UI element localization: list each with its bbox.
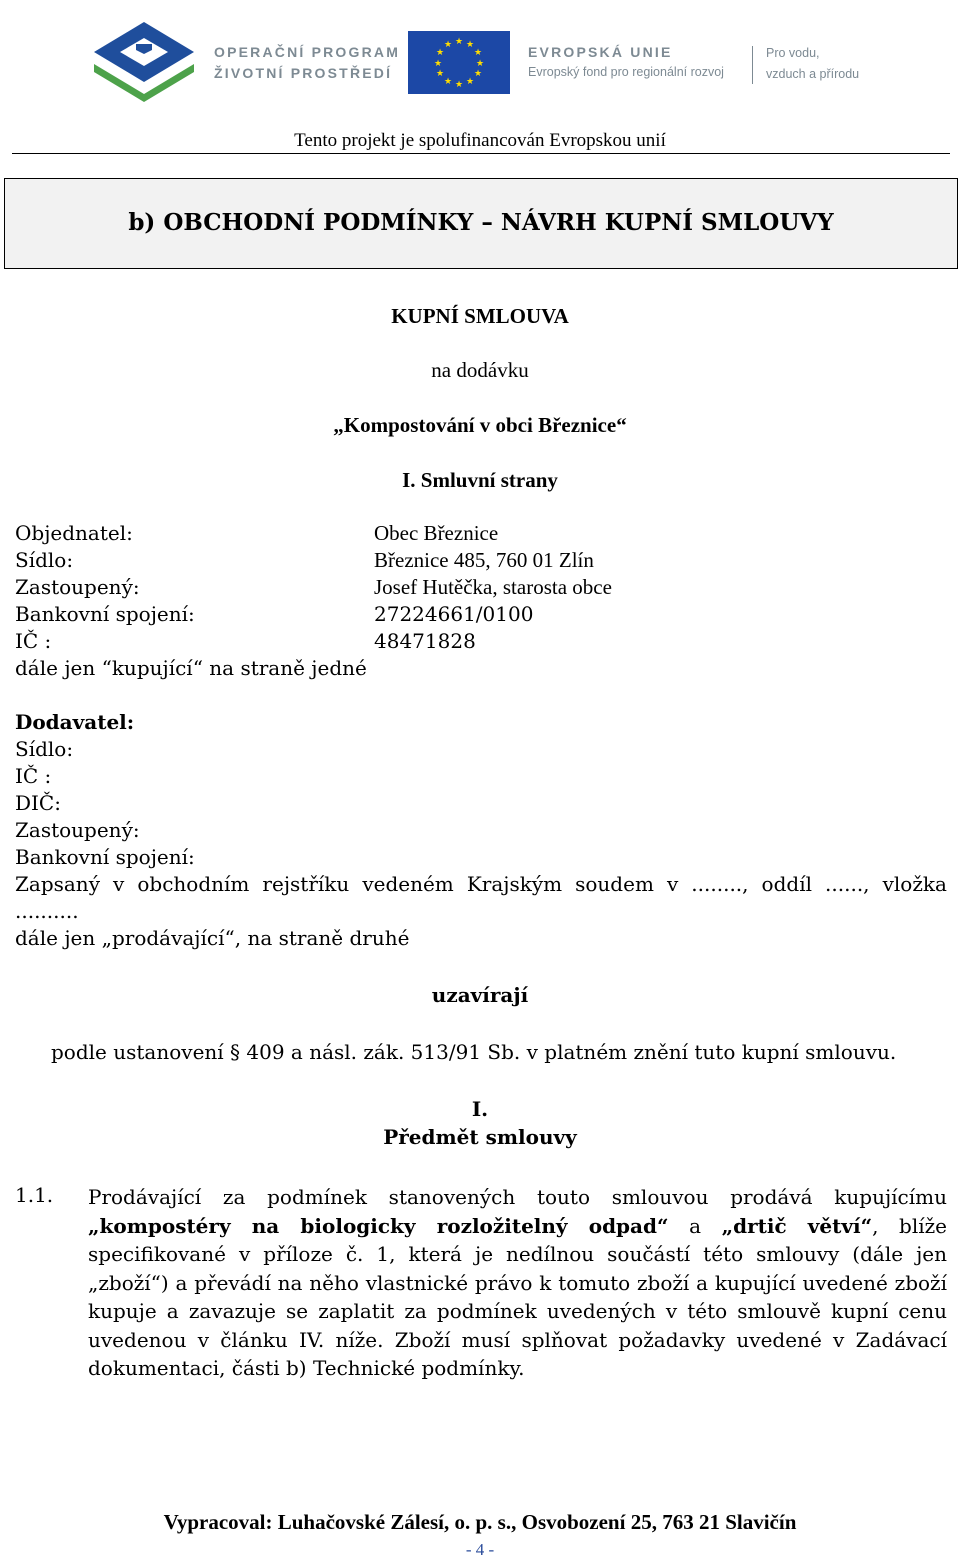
contract-subject: „Kompostování v obci Březnice“	[333, 413, 627, 437]
svg-text:★: ★	[465, 40, 475, 50]
opzp-logo-icon	[90, 20, 198, 102]
header-divider	[752, 46, 753, 84]
supplier-rep-label: Zastoupený:	[15, 818, 140, 842]
tagline-line2: vzduch a přírodu	[766, 67, 860, 81]
opzp-line1: OPERAČNÍ PROGRAM	[214, 44, 401, 60]
buyer-ic-label: IČ :	[15, 629, 52, 653]
buyer-rep-value: Josef Hutěčka, starosta obce	[374, 575, 612, 599]
clause-bold-part: „drtič větví“	[721, 1213, 873, 1238]
svg-text:★: ★	[454, 80, 464, 90]
eu-flag-icon	[408, 31, 510, 94]
buyer-seat-label: Sídlo:	[15, 548, 74, 572]
contract-heading: KUPNÍ SMLOUVA	[391, 304, 569, 328]
register-word: Zapsaný	[15, 872, 100, 896]
register-word: oddíl	[761, 872, 812, 896]
supplier-ic-label: IČ :	[15, 764, 52, 788]
buyer-closing: dále jen “kupující“ na straně jedné	[15, 656, 367, 680]
clause-text-part: , blíže specifikované v příloze č. 1, která je nedílnou součástí této smlouvy (dále jen „zboží“) a převádí na něho vlastnické právo k tomuto zboží a kupující uvedené zboží kupuje a zavazuje se zaplatit za podmínek uvedených v této smlouvě kupní cenu uvedenou v článku IV. níže. Zboží musí splňovat požadavky uvedené v Zadávací dokumentaci, části b) Technické podmínky.	[88, 1213, 948, 1380]
register-word: vložka	[882, 872, 947, 896]
supplier-register-line	[15, 872, 947, 896]
document-title: b) OBCHODNÍ PODMÍNKY – NÁVRH KUPNÍ SMLOUVY	[128, 209, 834, 236]
svg-text:★: ★	[433, 59, 443, 69]
opzp-name	[214, 42, 400, 84]
article-title: Předmět smlouvy	[383, 1125, 577, 1149]
clause-text-part: Prodávající za podmínek stanovených touto smlouvou prodává kupujícímu	[88, 1185, 947, 1209]
clause-text	[88, 1183, 947, 1383]
svg-text:★: ★	[465, 77, 475, 87]
section-parties: I. Smluvní strany	[402, 468, 558, 492]
supplier-bank-label: Bankovní spojení:	[15, 845, 195, 869]
buyer-value: Obec Březnice	[374, 521, 499, 545]
article-number: I.	[471, 1097, 489, 1121]
conclude-word: uzavírají	[431, 983, 529, 1007]
supplier-dic-label: DIČ:	[15, 791, 61, 815]
supplier-register-cont: ..........	[15, 899, 79, 923]
supplier-seat-label: Sídlo:	[15, 737, 74, 761]
svg-text:★: ★	[454, 37, 464, 47]
svg-text:★: ★	[443, 40, 453, 50]
svg-text:★: ★	[475, 59, 485, 69]
register-word: v	[666, 872, 679, 896]
buyer-bank-value: 27224661/0100	[374, 602, 534, 626]
header-rule	[12, 153, 950, 154]
register-word: ........,	[691, 872, 749, 896]
svg-text:★: ★	[473, 48, 483, 58]
clause-bold-part: „kompostéry na biologicky rozložitelný odpad“	[88, 1213, 669, 1238]
opzp-line2: ŽIVOTNÍ PROSTŘEDÍ	[214, 65, 393, 81]
supplier-title: Dodavatel:	[15, 710, 135, 734]
svg-text:★: ★	[443, 77, 453, 87]
eu-subtitle: Evropský fond pro regionální rozvoj	[528, 65, 724, 79]
legal-basis: podle ustanovení § 409 a násl. zák. 513/91 Sb. v platném znění tuto kupní smlouvu.	[51, 1040, 897, 1064]
register-word: obchodním	[137, 872, 250, 896]
register-word: ......,	[825, 872, 870, 896]
register-word: Krajským	[466, 872, 563, 896]
header-tagline	[766, 43, 859, 85]
eu-title: EVROPSKÁ UNIE	[528, 44, 673, 60]
buyer-rep-label: Zastoupený:	[15, 575, 140, 599]
buyer-ic-value: 48471828	[374, 629, 476, 653]
clause-number: 1.1.	[15, 1183, 54, 1207]
eu-text	[528, 42, 724, 82]
page-number: - 4 -	[465, 1540, 495, 1559]
supplier-closing: dále jen „prodávající“, na straně druhé	[15, 926, 410, 950]
footer-author: Vypracoval: Luhačovské Zálesí, o. p. s., Osvobození 25, 763 21 Slavičín	[163, 1510, 797, 1534]
register-word: vedeném	[362, 872, 454, 896]
svg-text:★: ★	[435, 69, 445, 79]
title-box	[4, 178, 958, 269]
register-word: v	[113, 872, 125, 896]
register-word: soudem	[575, 872, 654, 896]
svg-text:★: ★	[473, 69, 483, 79]
buyer-label: Objednatel:	[15, 521, 133, 545]
buyer-seat-value: Březnice 485, 760 01 Zlín	[374, 548, 594, 572]
clause-text-part: a	[668, 1213, 722, 1238]
register-word: rejstříku	[262, 872, 350, 896]
cofinanced-note: Tento projekt je spolufinancován Evropskou unií	[294, 130, 666, 151]
contract-subheading: na dodávku	[431, 358, 529, 382]
svg-text:★: ★	[435, 48, 445, 58]
tagline-line1: Pro vodu,	[766, 46, 820, 60]
buyer-bank-label: Bankovní spojení:	[15, 602, 195, 626]
